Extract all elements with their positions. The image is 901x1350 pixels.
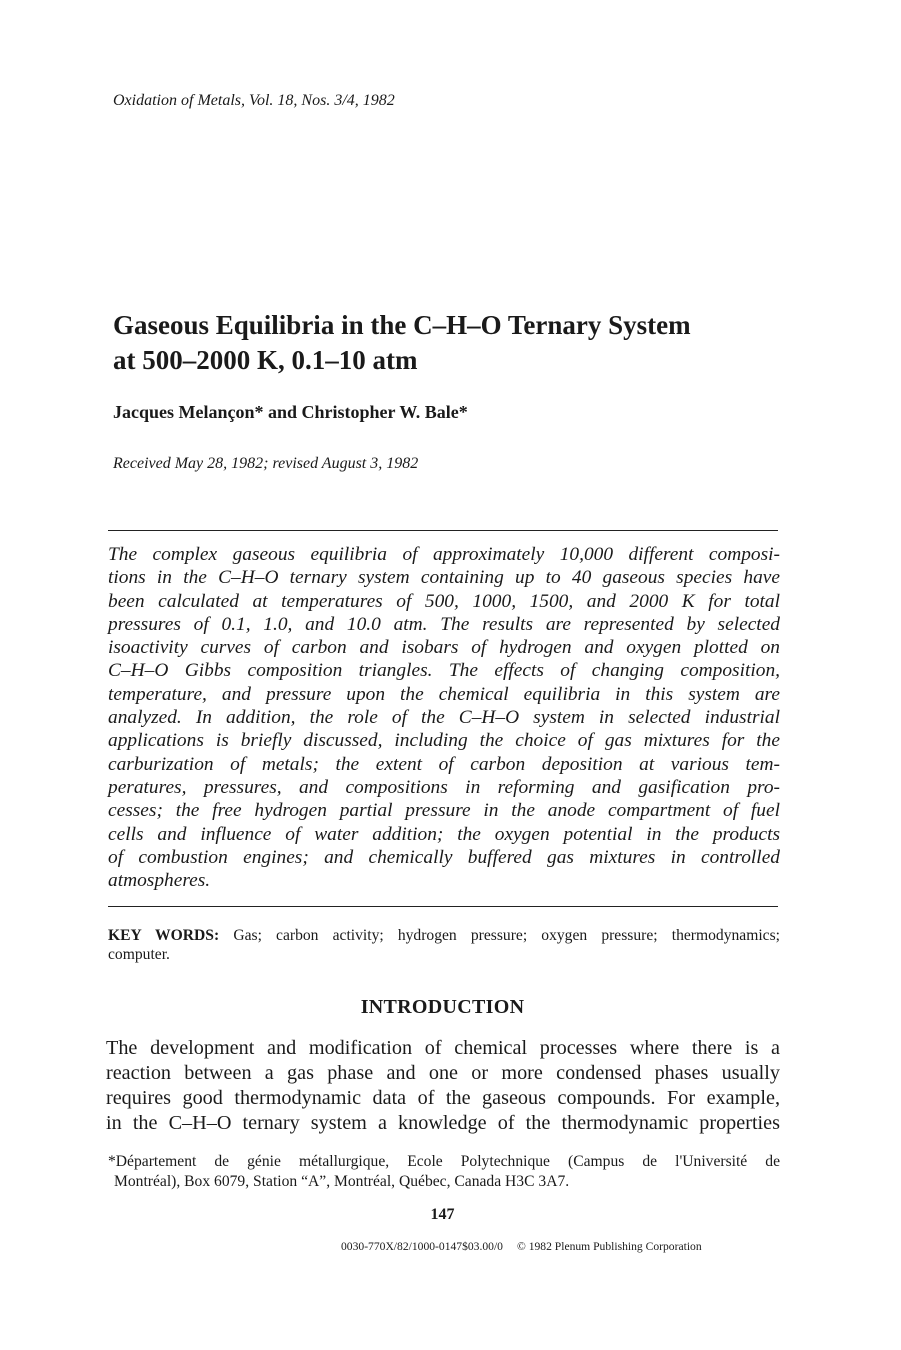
keywords-label: KEY WORDS: [108,927,220,944]
keywords-line: computer. [108,946,170,963]
keywords-text: Gas; carbon activity; hydrogen pressure; oxygen pressure; thermodynamics; [233,927,781,944]
section-heading: INTRODUCTION [360,996,525,1018]
abstract-line: C–H–O Gibbs composition triangles. The effects of changing composition, [108,660,780,682]
body-line: The development and modification of chemical processes where there is a [106,1037,780,1059]
abstract-line: The complex gaseous equilibria of approximately 10,000 different composi- [108,544,780,565]
abstract-line: temperature, and pressure upon the chemical equilibria in this system are [108,683,780,705]
abstract-line: tions in the C–H–O ternary system containing up to 40 gaseous species have [108,567,780,589]
abstract-line: atmospheres. [108,870,211,892]
abstract-line: analyzed. In addition, the role of the C–H–O system in selected industrial [108,707,780,729]
abstract-line: carburization of metals; the extent of carbon deposition at various tem- [108,753,780,775]
abstract-top-rule [108,530,778,531]
abstract-line: peratures, pressures, and compositions in reforming and gasification pro- [108,776,780,798]
affiliation-footnote [108,1152,780,1191]
title-line: at 500–2000 K, 0.1–10 atm [113,345,418,375]
received-dates: Received May 28, 1982; revised August 3, 1982 [113,455,419,472]
publisher-line [341,1240,702,1253]
introduction-body [106,1036,780,1136]
body-line: reaction between a gas phase and one or more condensed phases usually [106,1062,780,1084]
footnote-line: Montréal), Box 6079, Station “A”, Montréal, Québec, Canada H3C 3A7. [114,1172,570,1190]
abstract-line: applications is briefly discussed, including the choice of gas mixtures for the [108,730,780,752]
copyright: © 1982 Plenum Publishing Corporation [516,1240,702,1253]
author-list: Jacques Melançon* and Christopher W. Bale* [113,402,468,422]
article-code: 0030-770X/82/1000-0147$03.00/0 [341,1240,503,1253]
abstract-line: isoactivity curves of carbon and isobars of hydrogen and oxygen plotted on [108,637,780,659]
abstract-line: cells and influence of water addition; the oxygen potential in the products [108,823,780,845]
abstract [108,543,780,892]
body-line: requires good thermodynamic data of the gaseous compounds. For example, [106,1087,780,1109]
footnote-line: *Département de génie métallurgique, Ecole Polytechnique (Campus de l'Université de [108,1153,780,1170]
abstract-bottom-rule [108,906,778,907]
abstract-line: pressures of 0.1, 1.0, and 10.0 atm. The results are represented by selected [108,613,780,635]
abstract-line: of combustion engines; and chemically buffered gas mixtures in controlled [108,846,780,868]
body-line: in the C–H–O ternary system a knowledge of the thermodynamic properties [106,1112,780,1134]
article-title [113,308,813,378]
abstract-line: cesses; the free hydrogen partial pressure in the anode compartment of fuel [108,800,780,822]
abstract-line: been calculated at temperatures of 500, 1000, 1500, and 2000 K for total [108,590,780,612]
title-line: Gaseous Equilibria in the C–H–O Ternary System [113,310,691,340]
keywords-line [108,926,780,945]
page-number: 147 [430,1206,455,1223]
keywords [108,926,780,964]
journal-citation: Oxidation of Metals, Vol. 18, Nos. 3/4, 1982 [113,92,395,109]
